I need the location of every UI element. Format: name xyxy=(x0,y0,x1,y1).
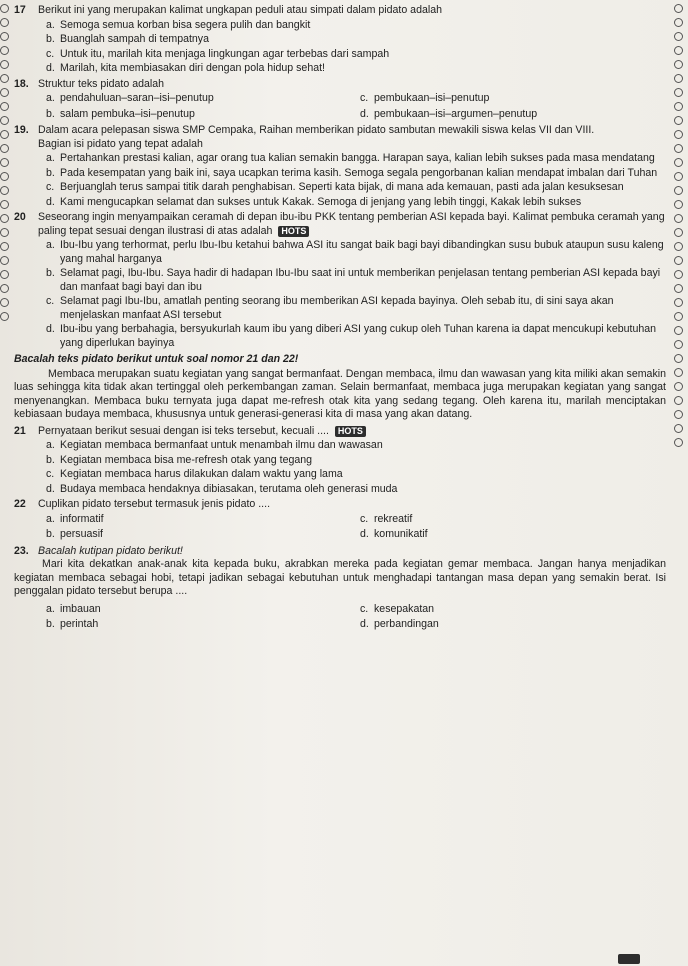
questions-content xyxy=(14,4,666,635)
question-number: 17 xyxy=(14,4,26,16)
page-corner-mark xyxy=(618,954,640,964)
question-19 xyxy=(14,124,666,209)
option-d[interactable]: d. pembukaan–isi–argumen–penutup xyxy=(360,107,538,120)
pidato-quote: Mari kita dekatkan anak-anak kita kepada buku, akrabkan mereka pada kegiatan gemar membaca. Jangan hanya menjadikan kegiatan membaca sebagai hobi, tetapi jadikan sebagai kebutuhan untuk menghadapi tantangan masa depan yang semakin berat. Isi penggalan pidato tersebut berupa .... xyxy=(14,558,666,597)
option-b[interactable]: b. perintah xyxy=(46,618,99,630)
passage-heading: Bacalah teks pidato berikut untuk soal nomor 21 dan 22! xyxy=(14,353,299,365)
question-21 xyxy=(14,425,666,497)
option-d[interactable]: d. perbandingan xyxy=(360,618,439,630)
option-b[interactable]: b. persuasif xyxy=(46,528,103,540)
option-d[interactable]: d. Marilah, kita membiasakan diri dengan pola hidup sehat! xyxy=(46,62,325,74)
binder-holes-left xyxy=(0,0,10,966)
question-prompt: Bagian isi pidato yang tepat adalah xyxy=(38,137,203,150)
option-c[interactable]: c. rekreatif xyxy=(360,512,413,525)
option-c[interactable]: c. Berjuanglah terus sampai titik darah penghabisan. Seperti kata bijak, di mana ada kemauan, pasti ada jalan kesuksesan xyxy=(46,181,624,193)
option-c[interactable]: c. Untuk itu, marilah kita menjaga lingkungan agar terbebas dari sampah xyxy=(46,47,390,60)
question-18 xyxy=(14,78,666,123)
option-a[interactable]: a. Kegiatan membaca bermanfaat untuk menambah ilmu dan wawasan xyxy=(46,439,383,451)
option-b[interactable]: b. Kegiatan membaca bisa me-refresh otak yang tegang xyxy=(46,453,313,466)
option-c[interactable]: c. pembukaan–isi–penutup xyxy=(360,92,490,104)
option-d[interactable]: d. Ibu-ibu yang berbahagia, bersyukurlah kaum ibu yang diberi ASI yang cukup oleh Tuhan karena ia dapat mencukupi kebutuhan yang diperlukan bayinya xyxy=(46,323,657,349)
option-b[interactable]: b. Buanglah sampah di tempatnya xyxy=(46,33,210,45)
option-b[interactable]: b. Selamat pagi, Ibu-Ibu. Saya hadir di hadapan Ibu-Ibu saat ini untuk memberikan penjelasan tentang pemberian ASI kepada bayi dan manfaat bagi bayi dan ibu xyxy=(46,267,661,293)
question-stem: Struktur teks pidato adalah xyxy=(38,77,165,90)
question-number: 21 xyxy=(14,424,26,437)
binder-holes-right xyxy=(674,0,684,966)
question-number: 18. xyxy=(14,77,29,90)
hots-badge: HOTS xyxy=(335,426,366,437)
option-a[interactable]: a. imbauan xyxy=(46,602,101,615)
question-stem: Cuplikan pidato tersebut termasuk jenis pidato .... xyxy=(38,498,271,510)
option-c[interactable]: c. Kegiatan membaca harus dilakukan dalam waktu yang lama xyxy=(46,468,343,480)
option-b[interactable]: b. salam pembuka–isi–penutup xyxy=(46,107,195,120)
question-stem: Bacalah kutipan pidato berikut! xyxy=(38,544,183,557)
option-c[interactable]: c. Selamat pagi Ibu-Ibu, amatlah penting seorang ibu memberikan ASI kepada bayinya. Oleh sebab itu, di sini saya akan menjelaskan manfaat ASI tersebut xyxy=(46,295,614,321)
question-number: 22 xyxy=(14,498,26,510)
question-stem: Pernyataan berikut sesuai dengan isi teks tersebut, kecuali .... HOTS xyxy=(38,425,666,439)
option-a[interactable]: a. informatif xyxy=(46,512,104,525)
option-a[interactable]: a. pendahuluan–saran–isi–penutup xyxy=(46,92,214,104)
option-b[interactable]: b. Pada kesempatan yang baik ini, saya ucapkan terima kasih. Semoga segala pengorbanan kalian mendapat imbalan dari Tuhan xyxy=(46,166,658,179)
option-a[interactable]: a. Pertahankan prestasi kalian, agar orang tua kalian semakin bangga. Harapan saya, kalian lebih sukses pada masa mendatang xyxy=(46,152,655,164)
question-17 xyxy=(14,4,666,76)
question-stem: Dalam acara pelepasan siswa SMP Cempaka, Raihan memberikan pidato sambutan mewakili siswa kelas VII dan VIII. xyxy=(38,124,595,136)
option-a[interactable]: a. Semoga semua korban bisa segera pulih dan bangkit xyxy=(46,18,311,31)
option-d[interactable]: d. Budaya membaca hendaknya dibiasakan, terutama oleh generasi muda xyxy=(46,482,398,495)
option-d[interactable]: d. Kami mengucapkan selamat dan sukses untuk Kakak. Semoga di jenjang yang lebih tinggi, Kakak lebih sukses xyxy=(46,195,582,208)
question-20 xyxy=(14,211,666,350)
question-stem: Seseorang ingin menyampaikan ceramah di depan ibu-ibu PKK tentang pemberian ASI kepada bayi. Kalimat pembuka ceramah yang paling tepat sesuai dengan ilustrasi di atas adalah HOTS xyxy=(38,211,665,237)
option-d[interactable]: d. komunikatif xyxy=(360,528,428,540)
question-22 xyxy=(14,498,666,543)
question-number: 20 xyxy=(14,211,26,223)
hots-badge: HOTS xyxy=(278,226,309,237)
passage-body: Membaca merupakan suatu kegiatan yang sangat bermanfaat. Dengan membaca, ilmu dan wawasan yang kita miliki akan semakin luas sehingga kita tidak akan tertinggal oleh perkembangan zaman. Selain bermanfaat, membaca juga merupakan kegiatan yang sangat menyenangkan. Membaca buku ternyata juga dapat me-refresh otak kita yang sedang tegang. Oleh karena itu, marilah menciptakan kebiasaan budaya membaca, khususnya untuk generasi-generasi kita di masa yang akan datang. xyxy=(14,367,666,420)
question-number: 19. xyxy=(14,124,29,136)
option-a[interactable]: a. Ibu-Ibu yang terhormat, perlu Ibu-Ibu ketahui bahwa ASI itu sangat baik bagi bayi dibandingkan susu bubuk ataupun susu kaleng yang mahal harganya xyxy=(46,239,664,265)
question-stem: Berikut ini yang merupakan kalimat ungkapan peduli atau simpati dalam pidato adalah xyxy=(38,4,442,16)
option-c[interactable]: c. kesepakatan xyxy=(360,602,435,615)
question-23 xyxy=(14,545,666,633)
question-number: 23. xyxy=(14,544,29,557)
